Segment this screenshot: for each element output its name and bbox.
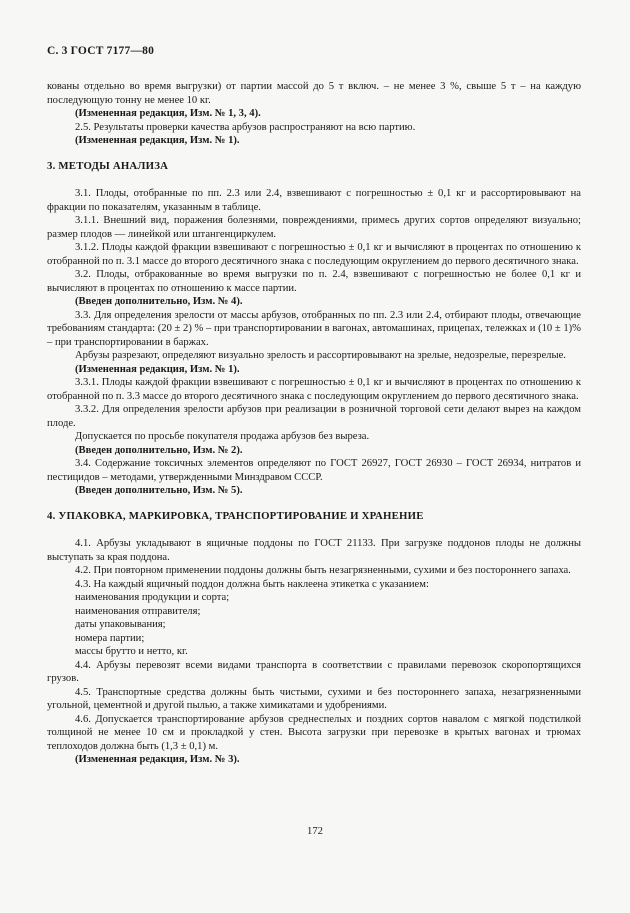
amendment-note: (Измененная редакция, Изм. № 1). <box>75 135 240 146</box>
amendment-note: (Введен дополнительно, Изм. № 4). <box>75 296 243 307</box>
label-list-item: массы брутто и нетто, кг. <box>75 646 188 657</box>
section-heading: 4. УПАКОВКА, МАРКИРОВКА, ТРАНСПОРТИРОВАНИЕ И ХРАНЕНИЕ <box>47 509 424 522</box>
paragraph: 4.2. При повторном применении поддоны должны быть незагрязненными, сухими и без постороннего запаха. <box>75 565 571 576</box>
label-list-item: наименования продукции и сорта; <box>75 592 230 603</box>
amendment-note: (Введен дополнительно, Изм. № 5). <box>75 485 243 496</box>
amendment-note: (Измененная редакция, Изм. № 1, 3, 4). <box>75 108 261 119</box>
page-header: С. 3 ГОСТ 7177—80 <box>47 45 155 57</box>
amendment-note: (Измененная редакция, Изм. № 3). <box>75 754 240 765</box>
label-list-item: даты упаковывания; <box>75 619 166 630</box>
paragraph: 3.1.1. Внешний вид, поражения болезнями, повреждениями, примесь других сортов определяют визуально; размер плодов — линейкой или штангенциркулем. <box>47 215 581 240</box>
page-content <box>47 80 581 767</box>
paragraph: 4.3. На каждый ящичный поддон должна быть наклеена этикетка с указанием: <box>75 578 429 590</box>
paragraph: 3.3.2. Для определения зрелости арбузов при реализации в розничной торговой сети делают вырез на каждом плоде. <box>47 404 581 429</box>
amendment-note: (Введен дополнительно, Изм. № 2). <box>75 444 243 456</box>
paragraph: 3.3.1. Плоды каждой фракции взвешивают с погрешностью ± 0,1 кг и вычисляют в процентах по отношению к отобранной по п. 3.3 массе до второго десятичного знака с последующим округлением до первого десятичного знака. <box>47 377 581 402</box>
paragraph: 4.4. Арбузы перевозят всеми видами транспорта в соответствии с правилами перевозок скоропортящихся грузов. <box>47 659 581 684</box>
paragraph: 3.3. Для определения зрелости от массы арбузов, отобранных по пп. 2.3 или 2.4, отбирают плоды, отвечающие требованиям стандарта: (20 ± 2) % – при транспортировании в вагонах, автомашинах, прицепах, тележках и (10 ± 1)% – при транспортировании в баржах. <box>47 309 581 348</box>
paragraph: 2.5. Результаты проверки качества арбузов распространяют на всю партию. <box>75 121 416 133</box>
paragraph: 3.2. Плоды, отбракованные во время выгрузки по п. 2.4, взвешивают с погрешностью не более 0,1 кг и вычисляют в процентах по отношению к массе партии. <box>47 269 581 294</box>
paragraph: 4.1. Арбузы укладывают в ящичные поддоны по ГОСТ 21133. При загрузке поддонов плоды не должны выступать за края поддона. <box>47 538 581 563</box>
section-heading: 3. МЕТОДЫ АНАЛИЗА <box>47 159 169 172</box>
paragraph: 4.5. Транспортные средства должны быть чистыми, сухими и без постороннего запаха, незагрязненными угольной, цементной и другой пылью, а также химикатами и удобрениями. <box>47 686 581 711</box>
label-list-item: наименования отправителя; <box>75 605 201 617</box>
paragraph: кованы отдельно во время выгрузки) от партии массой до 5 т включ. – не менее 3 %, свыше 5 т – на каждую последующую тонну не менее 10 кг. <box>47 81 581 106</box>
paragraph: 4.6. Допускается транспортирование арбузов среднеспелых и поздних сортов навалом с мягкой подстилкой толщиной не менее 10 см и прокладкой у стен. Высота загрузки при перевозке в крытых вагонах и трюмах теплоходов должна быть (1,3 ± 0,1) м. <box>47 713 581 752</box>
paragraph: Арбузы разрезают, определяют визуально зрелость и рассортировывают на зрелые, недозрелые, перезрелые. <box>75 350 566 361</box>
label-list-item: номера партии; <box>75 632 145 644</box>
paragraph: 3.4. Содержание токсичных элементов определяют по ГОСТ 26927, ГОСТ 26930 – ГОСТ 26934, нитратов и пестицидов – методами, утвержденными Минздравом СССР. <box>47 458 581 483</box>
amendment-note: (Измененная редакция, Изм. № 1). <box>75 363 240 375</box>
page-number: 172 <box>307 826 323 837</box>
paragraph: 3.1. Плоды, отобранные по пп. 2.3 или 2.4, взвешивают с погрешностью ± 0,1 кг и рассортировывают на фракции по показателям, указанным в таблице. <box>47 188 581 213</box>
paragraph: 3.1.2. Плоды каждой фракции взвешивают с погрешностью ± 0,1 кг и вычисляют в процентах по отношению к отобранной по п. 3.1 массе до второго десятичного знака с последующим округлением до первого десятичного знака. <box>47 242 581 267</box>
paragraph: Допускается по просьбе покупателя продажа арбузов без выреза. <box>75 431 370 442</box>
